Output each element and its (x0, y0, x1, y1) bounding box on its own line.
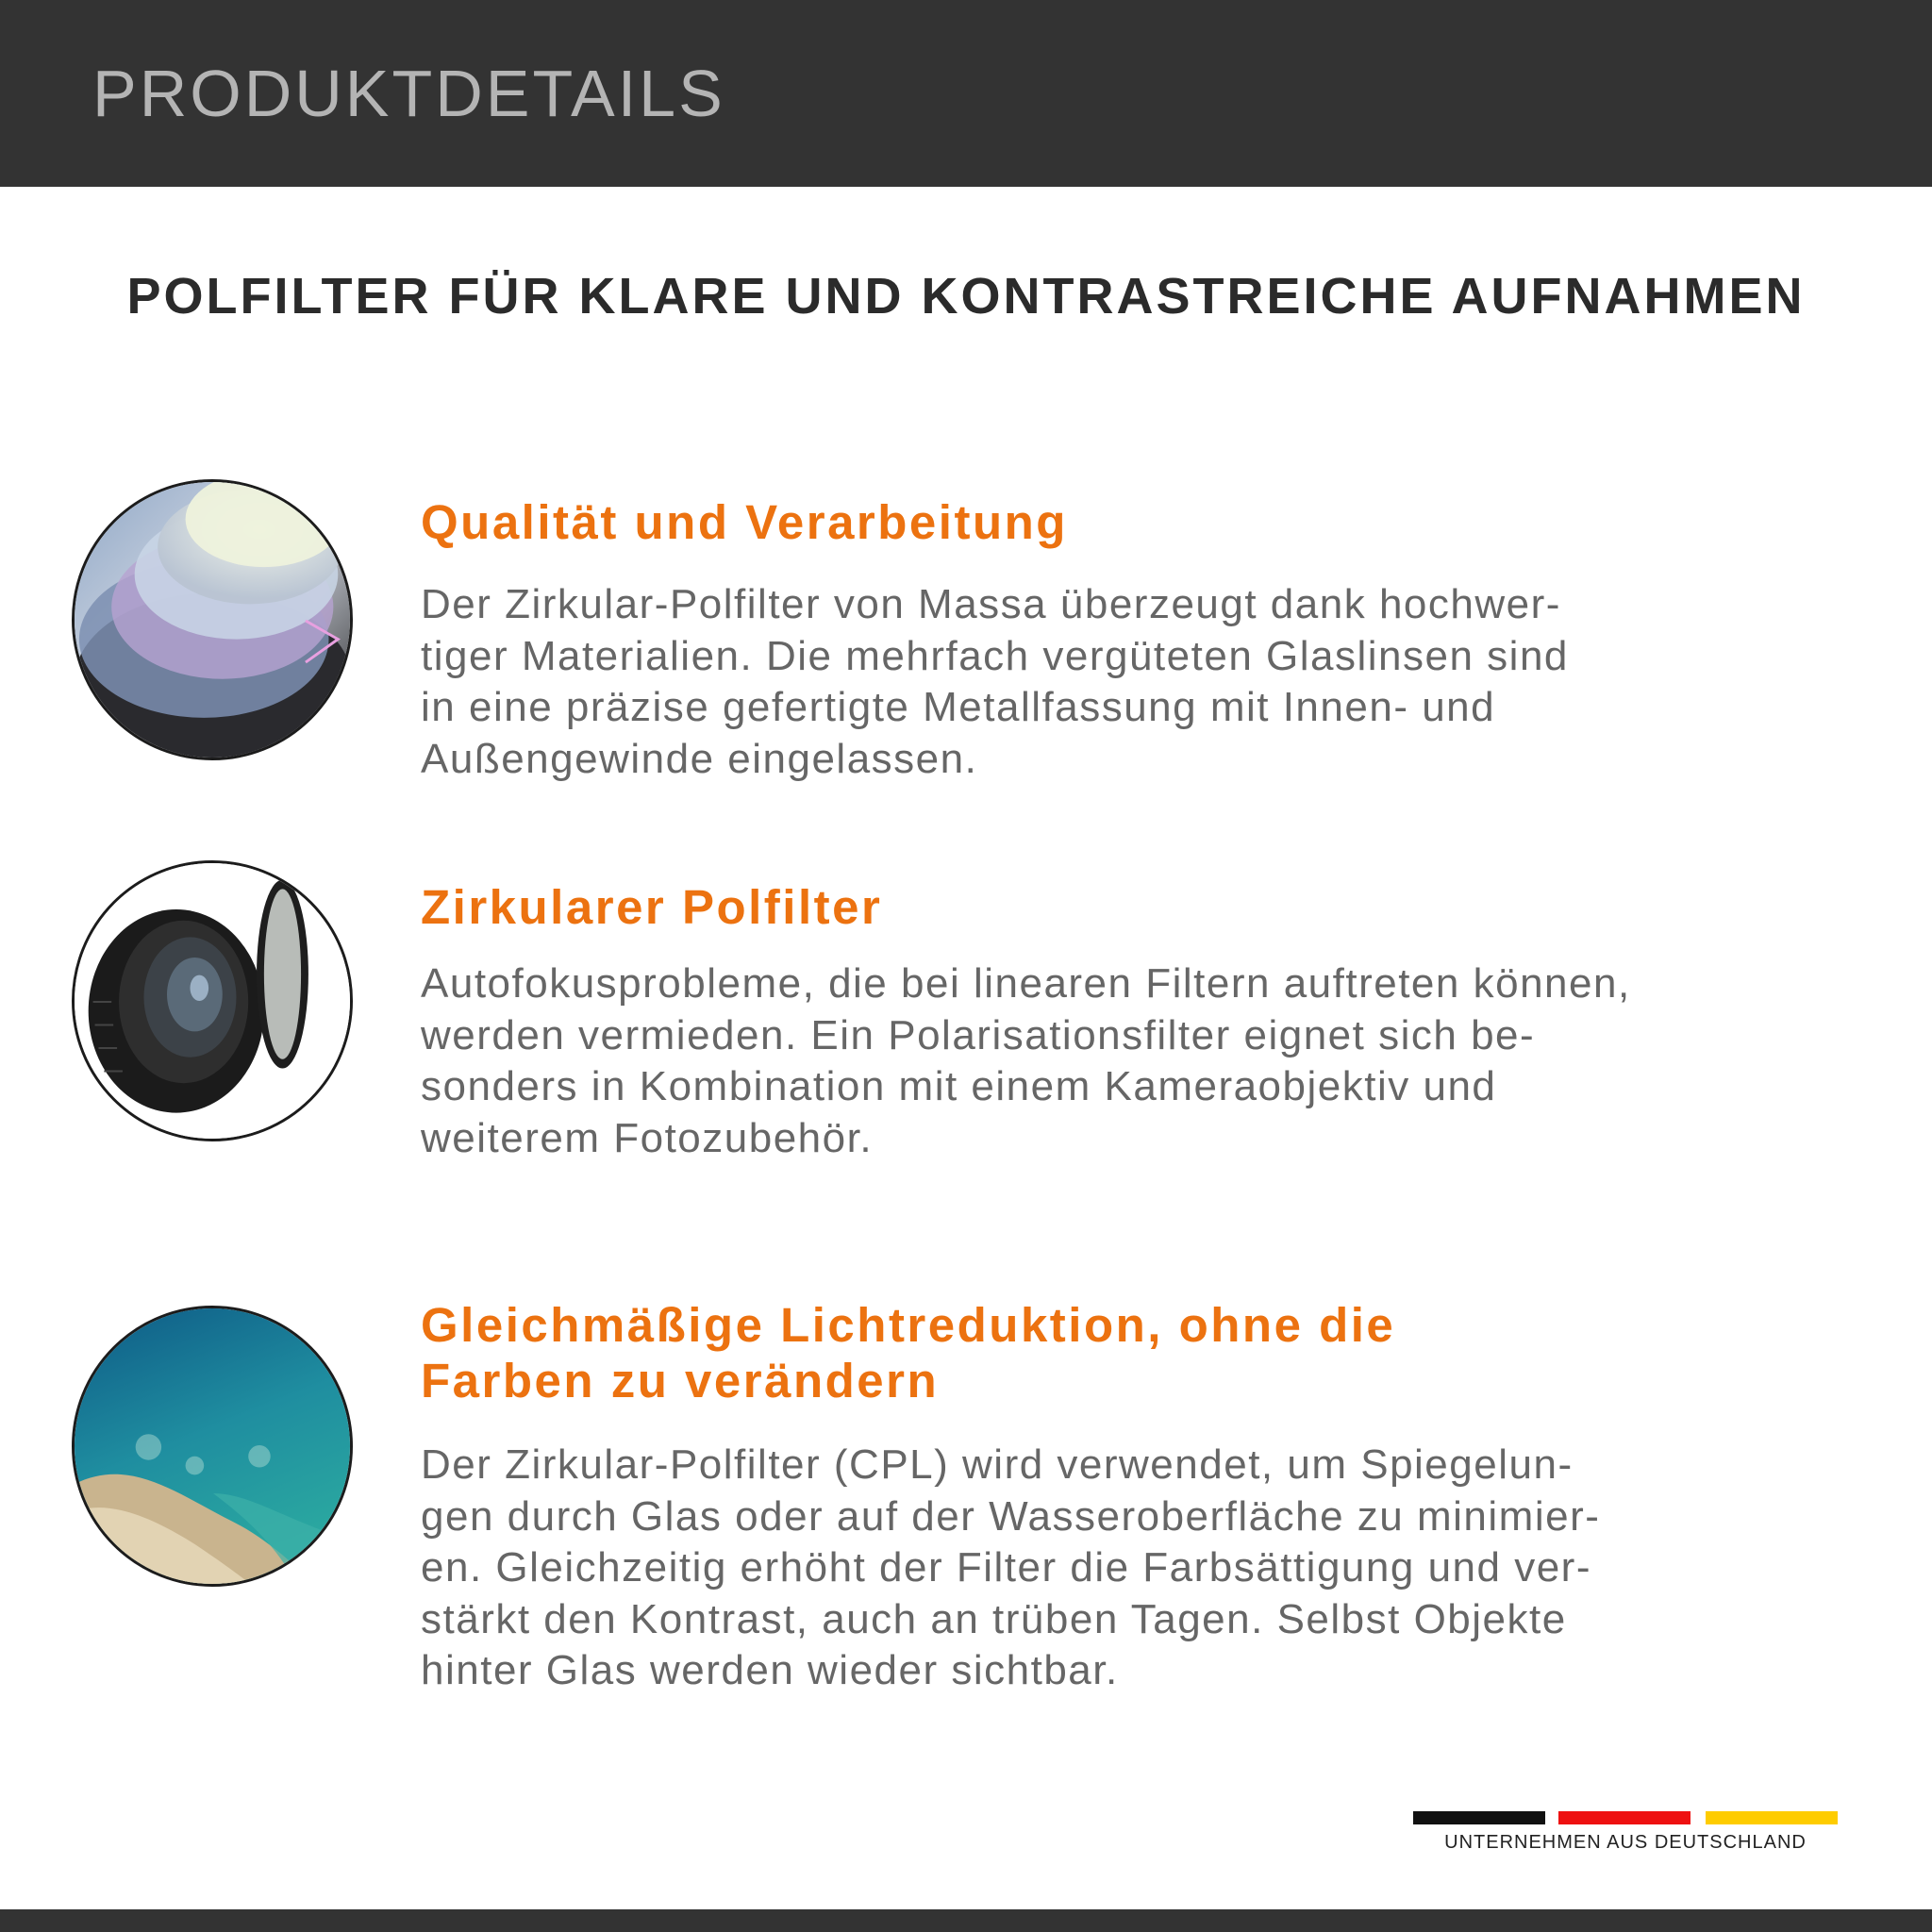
feature-1-title (421, 494, 1874, 550)
feature-3-text-line: en. Gleichzeitig erhöht der Filter die Farbsättigung und ver- (421, 1544, 1591, 1591)
filter-layers-illustration (75, 482, 350, 758)
feature-2-text-line: weiterem Fotozubehör. (421, 1114, 874, 1161)
company-tagline: UNTERNEHMEN AUS DEUTSCHLAND (1444, 1832, 1807, 1853)
feature-2-text-line: werden vermieden. Ein Polarisationsfilter eignet sich be- (421, 1011, 1536, 1058)
feature-2-text (421, 958, 1892, 1164)
feature-3-title-line: Farben zu verändern (421, 1354, 940, 1407)
page-title: PRODUKTDETAILS (92, 57, 725, 130)
feature-3-title-line: Gleichmäßige Lichtreduktion, ohne die (421, 1298, 1396, 1352)
lens-and-filter-illustration (75, 863, 350, 1139)
feature-1-text (421, 579, 1892, 785)
feature-1-text-line: in eine präzise gefertigte Metallfassung mit Innen- und (421, 684, 1496, 730)
header-bar (0, 0, 1932, 187)
feature-3-text-line: gen durch Glas oder auf der Wasseroberfläche zu minimier- (421, 1492, 1601, 1540)
flag-stripe-black (1413, 1811, 1545, 1824)
feature-3-text-line: Der Zirkular-Polfilter (CPL) wird verwendet, um Spiegelun- (421, 1441, 1574, 1488)
lens-and-filter-image (72, 860, 353, 1141)
feature-2-title-line: Zirkularer Polfilter (421, 880, 883, 934)
feature-3-text (421, 1440, 1892, 1697)
feature-1-text-line: Der Zirkular-Polfilter von Massa überzeugt dank hochwer- (421, 581, 1561, 627)
feature-2-title (421, 879, 1874, 935)
filter-layers-image (72, 479, 353, 760)
feature-1-text-line: tiger Materialien. Die mehrfach vergüteten Glaslinsen sind (421, 632, 1569, 679)
sea-coast-photo (75, 1308, 350, 1584)
headline: POLFILTER FÜR KLARE UND KONTRASTREICHE AUFNAHMEN (126, 268, 1806, 325)
feature-3-text-line: hinter Glas werden wieder sichtbar. (421, 1647, 1119, 1693)
feature-1-text-line: Außengewinde eingelassen. (421, 735, 978, 782)
feature-3-title (421, 1297, 1874, 1408)
sea-coast-image (72, 1306, 353, 1587)
feature-1-title-line: Qualität und Verarbeitung (421, 495, 1068, 549)
flag-stripe-gold (1706, 1811, 1838, 1824)
feature-2-text-line: sonders in Kombination mit einem Kameraobjektiv und (421, 1063, 1497, 1109)
feature-3-text-line: stärkt den Kontrast, auch an trüben Tagen. Selbst Objekte (421, 1595, 1567, 1642)
flag-stripe-red (1558, 1811, 1690, 1824)
feature-2-text-line: Autofokusprobleme, die bei linearen Filtern auftreten können, (421, 960, 1631, 1007)
footer-bar (0, 1909, 1932, 1932)
